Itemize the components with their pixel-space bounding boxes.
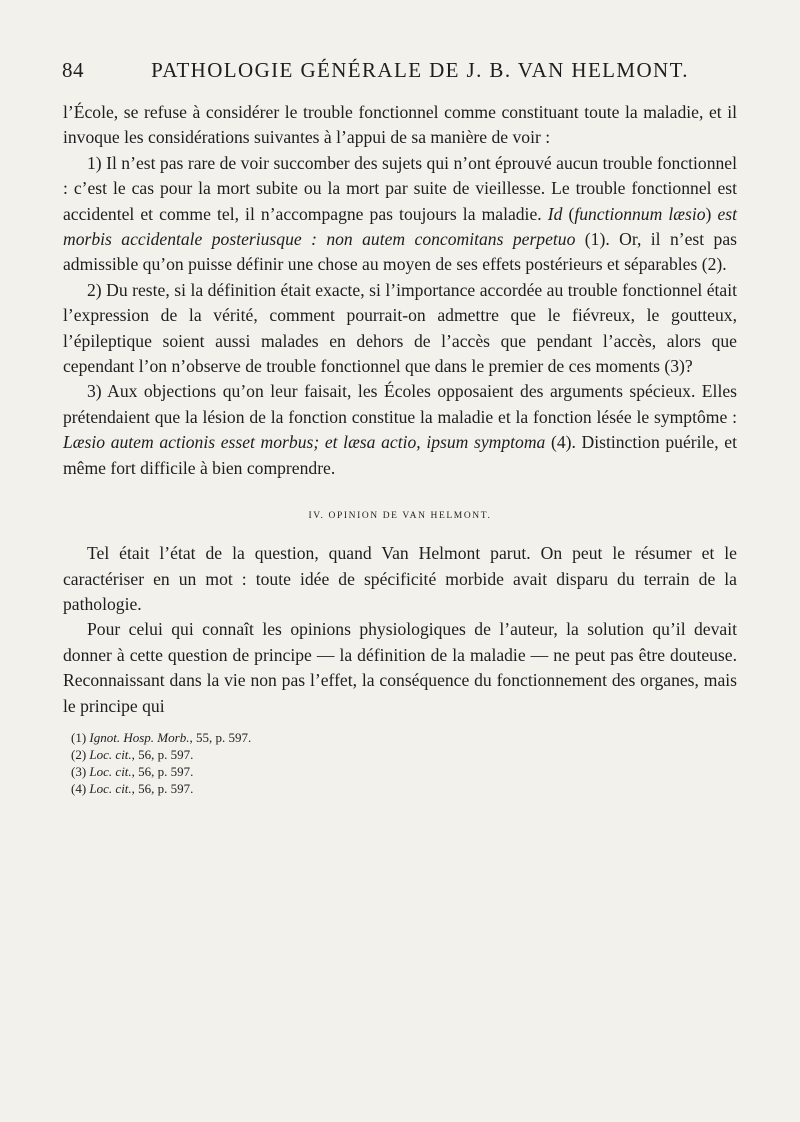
page-header: [62, 58, 738, 92]
footnote: (3) Loc. cit., 56, p. 597.: [71, 763, 194, 779]
paragraph: Tel était l’état de la question, quand Van Helmont parut. On peut le résumer et le caractériser en un mot : toute idée de spécificité morbide avait disparu du terrain de la pathologie.: [63, 543, 737, 614]
paragraph: 3) Aux objections qu’on leur faisait, les Écoles opposaient des arguments spécieux. Elles prétendaient que la lésion de la fonction constitue la maladie et la fonction lésée le symptôme : Læsio autem actionis esset morbus; et læsa actio, ipsum symptoma (4). Distinction puérile, et même fort difficile à bien comprendre.: [63, 381, 737, 478]
footnote: (2) Loc. cit., 56, p. 597.: [71, 746, 194, 762]
footnotes: [63, 729, 737, 797]
paragraph: 2) Du reste, si la définition était exacte, si l’importance accordée au trouble fonctionnel était l’expression de la vérité, comment pourrait-on admettre que le fiévreux, le goutteux, l’épileptique soient aussi malades en dehors de l’accès que pendant l’accès, alors que cependant l’on n’observe de trouble fonctionnel que dans le premier de ces moments (3)?: [63, 279, 737, 377]
section-heading: IV. OPINION DE VAN HELMONT.: [308, 511, 492, 522]
footnote: (1) Ignot. Hosp. Morb., 55, p. 597.: [71, 729, 252, 745]
footnote: (4) Loc. cit., 56, p. 597.: [71, 780, 194, 796]
paragraph: Pour celui qui connaît les opinions physiologiques de l’auteur, la solution qu’il devait donner à cette question de principe — la définition de la maladie — ne peut pas être douteuse. Reconnaissant dans la vie non pas l’effet, la conséquence du fonctionnement des organes, mais le principe qui: [63, 619, 737, 716]
page-number: 84: [62, 58, 84, 82]
running-title: PATHOLOGIE GÉNÉRALE DE J. B. VAN HELMONT.: [151, 58, 689, 82]
paragraph: l’École, se refuse à considérer le trouble fonctionnel comme constituant toute la maladie, et il invoque les considérations suivantes à l’appui de sa manière de voir :: [63, 102, 737, 148]
paragraph: 1) Il n’est pas rare de voir succomber des sujets qui n’ont éprouvé aucun trouble fonctionnel : c’est le cas pour la mort subite ou la mort par suite de vieillesse. Le trouble fonctionnel est accidentel et comme tel, il n’accompagne pas toujours la maladie. Id (functionnum læsio) est morbis accidentale posteriusque : non autem concomitans perpetuo (1). Or, il n’est pas admissible qu’on puisse définir une chose au moyen de ses effets postérieurs et séparables (2).: [63, 152, 737, 275]
body-text: [63, 100, 737, 797]
